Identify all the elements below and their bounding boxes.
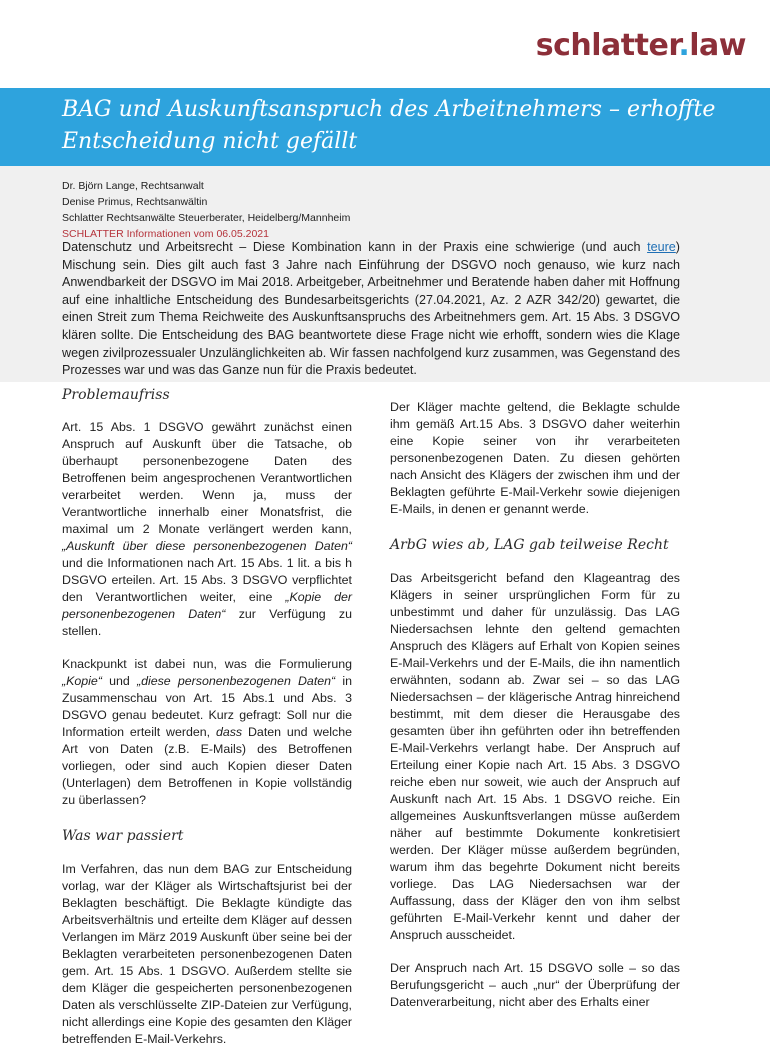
text-run: Art. 15 Abs. 1 DSGVO gewährt zunächst einen Anspruch auf Auskunft über die Tatsache, ob überhaupt personenbezogene Daten des Betroffenen beim angesprochenen Verantwortlichen verarbeitet werden. Wenn ja, muss der Verantwortliche innerhalb einer Monatsfrist, die maximal um 2 Monate verlängert werden kann, [62,420,352,536]
meta-box [0,166,770,382]
brand-dot: . [678,28,690,63]
text-run: zur Verfügung zu stellen. [62,607,352,638]
author-block [62,178,350,242]
body-paragraph [62,656,352,809]
quote-run: „diese personenbezogenen Daten“ [136,674,336,688]
quote-run: „Auskunft über diese personenbezogenen Daten“ [62,539,352,553]
author-line: Schlatter Rechtsanwälte Steuerberater, Heidelberg/Mannheim [62,212,351,224]
emphasis-run: dass [215,725,243,739]
intro-text: Datenschutz und Arbeitsrecht – Diese Kombination kann in der Praxis eine schwierige (und auch [62,240,648,254]
body-paragraph: Das Arbeitsgericht befand den Klageantrag des Klägers in seiner ursprünglichen Form für zu unbestimmt und daher für unzulässig. Das LAG Niedersachsen lehnte den geltend gemachten Anspruch des Klägers auf Erhalt von Kopien seines E-Mail-Verkehrs und der E-Mails, die ihn namentlich erwähnten, sodann ab. Zwar sei – so das LAG Niedersachsen – der klägerische Antrag hinreichend bestimmt, mit dem dieser die Herausgabe des gesamten über ihn geführten oder ihn betreffenden E-Mail-Verkehrs verlangt habe. Der Anspruch auf Erteilung einer Kopie nach Art. 15 Abs. 3 DSGVO reiche eben nur soweit, wie auch der Anspruch auf Auskunft nach Art. 15 Abs. 1 DSGVO reiche. Ein allgemeines Auskunftsverlangen müsse außerdem näher auf bestimmte Dokumente konkretisiert werden. Der Kläger müsse außerdem begründen, warum ihm das begehrte Dokument nicht bereits vorliege. Das LAG Niedersachsen war der Auffassung, dass der Kläger den von ihm selbst geführten E-Mail-Verkehr kennt und daher der Anspruch ausscheidet. [390,571,680,942]
author-line: Dr. Björn Lange, Rechtsanwalt [62,180,204,192]
text-run: Daten und welche Art von Daten (z.B. E-Mails) des Betroffenen vorliegen, oder sind auch Kopien dieser Daten (Unterlagen) dem Betroffenen in Kopie vollständig zu überlassen? [62,725,352,807]
author-line: Denise Primus, Rechtsanwältin [62,196,208,208]
title-banner [0,88,770,166]
body-paragraph [62,419,352,640]
section-heading-was-war-passiert: Was war passiert [62,828,184,844]
intro-paragraph [62,239,680,380]
info-date-line: SCHLATTER Informationen vom 06.05.2021 [62,228,269,240]
body-paragraph: Der Anspruch nach Art. 15 DSGVO solle – so das Berufungsgericht – auch „nur“ der Überprüfung der Datenverarbeitung, nicht aber des Erhalts einer [390,961,680,1009]
section-heading-arbg-lag: ArbG wies ab, LAG gab teilweise Recht [390,537,669,553]
section-heading-problemaufriss: Problemaufriss [62,387,170,403]
text-run: und die Informationen nach Art. 15 Abs. 1 lit. a bis h DSGVO erteilen. Art. 15 Abs. 3 DSGVO verpflichtet den Verantwortlichen weiter, eine [62,556,352,604]
right-column [390,382,680,1011]
page-title: BAG und Auskunftsanspruch des Arbeitnehmers – erhoffte Entscheidung nicht gefällt [62,97,716,154]
left-column [62,382,352,1048]
brand-name-part2: law [689,28,746,63]
brand-logo [536,28,746,63]
body-paragraph: Der Kläger machte geltend, die Beklagte schulde ihm gemäß Art.15 Abs. 3 DSGVO daher weiterhin eine Kopie seiner von ihr verarbeiteten personenbezogenen Daten. Zu diesen gehörten nach Ansicht des Klägers der zwischen ihm und der Beklagten geführte E-Mail-Verkehr sowie diejenigen E-Mails, in denen er genannt werde. [390,400,680,516]
text-run: und [101,674,137,688]
intro-text: ) Mischung sein. Dies gilt auch fast 3 Jahre nach Einführung der DSGVO noch genauso, wie kurz nach Anwendbarkeit der DSGVO im Mai 2018. Arbeitgeber, Arbeitnehmer und Beratende haben daher mit Hoffnung auf eine inhaltliche Entscheidung des Bundesarbeitsgerichts (27.04.2021, Az. 2 AZR 342/20) gewartet, die einen Streit zum Thema Reichweite des Auskunftsanspruchs des Arbeitnehmers gem. Art. 15 Abs. 3 DSGVO klären sollte. Die Entscheidung des BAG beantwortete diese Frage nicht wie erhofft, sondern wies die Klage wegen zivilprozessualer Unzulänglichkeiten ab. Wir fassen nachfolgend kurz zusammen, was Gegenstand des Prozesses war und was das Ganze nun für die Praxis bedeutet. [62,240,680,378]
quote-run: „Kopie“ [62,674,102,688]
text-run: Knackpunkt ist dabei nun, was die Formulierung [62,657,352,671]
text-run: in Zusammenschau von Art. 15 Abs.1 und Abs. 3 DSGVO genau bedeutet. Kurz gefragt: Soll nur die Information erteilt werden, [62,674,352,739]
body-paragraph: Im Verfahren, das nun dem BAG zur Entscheidung vorlag, war der Kläger als Wirtschaftsjurist bei der Beklagten beschäftigt. Die Beklagte kündigte das Arbeitsverhältnis und erteilte dem Kläger auf dessen Verlangen im März 2019 Auskunft über seine bei der Beklagten verarbeiteten personenbezogenen Daten gem. Art. 15 Abs. 1 DSGVO. Außerdem stellte sie dem Kläger die gespeicherten personenbezogenen Daten als verschlüsselte ZIP-Dateien zur Verfügung, nicht allerdings eine Kopie des gesamten den Kläger betreffenden E-Mail-Verkehrs. [62,862,352,1046]
quote-run: „Kopie der personenbezogenen Daten“ [62,590,352,621]
brand-name-part1: schlatter [535,28,679,63]
intro-link-teure[interactable]: teure [647,240,676,254]
